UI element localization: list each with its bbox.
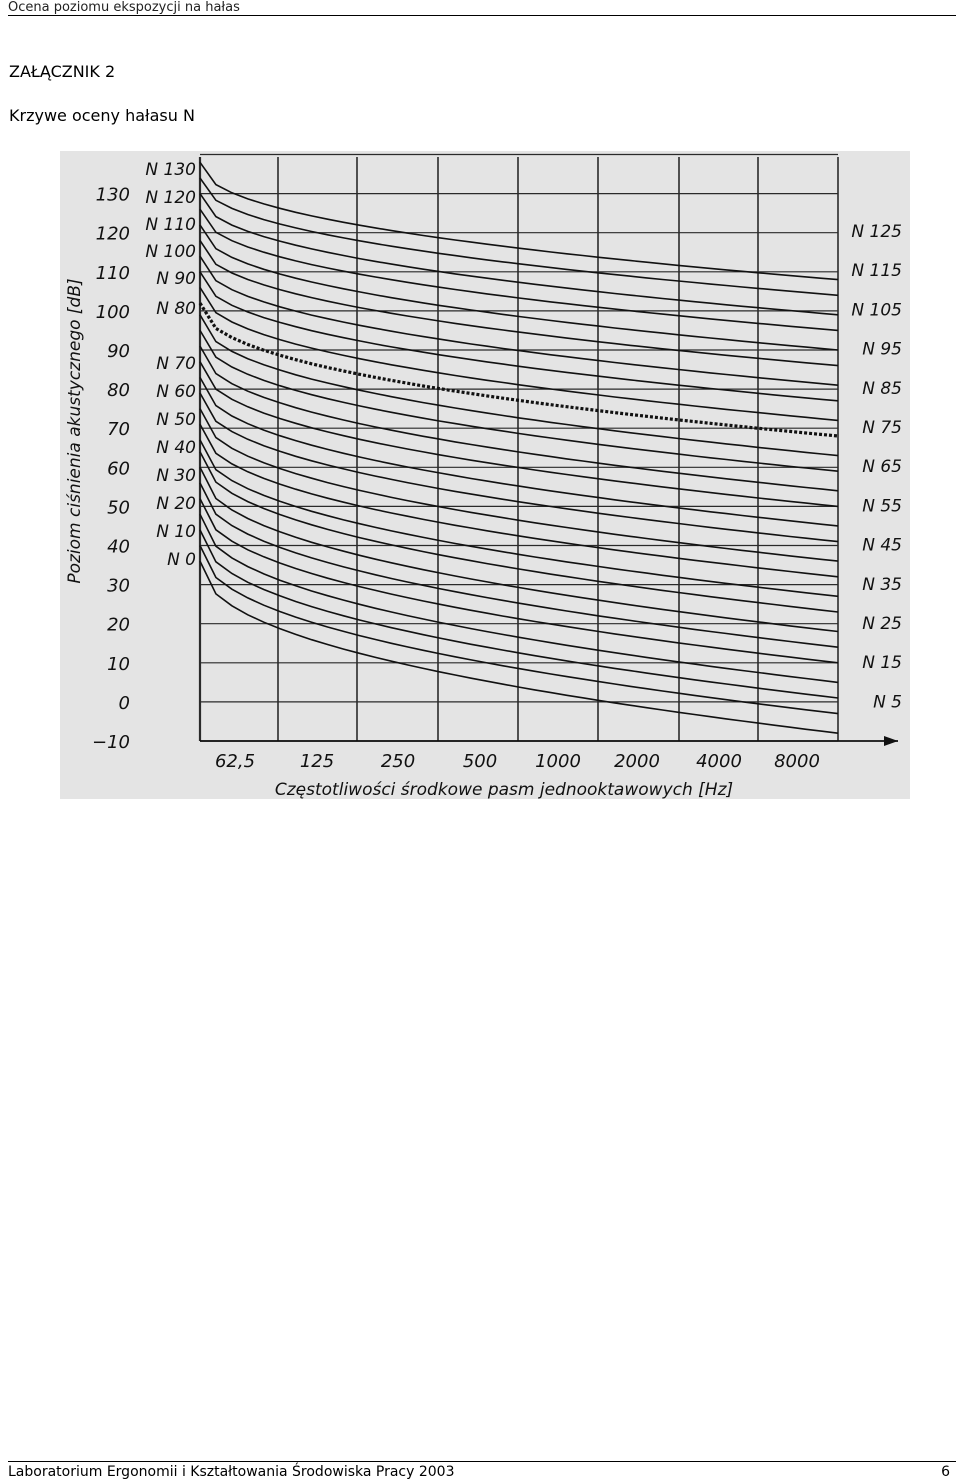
curve-N15 — [200, 514, 838, 682]
annex-title: ZAŁĄCZNIK 2 — [9, 62, 116, 81]
curve-N85 — [200, 303, 838, 436]
chart-labels — [65, 160, 902, 799]
x-axis-arrowhead — [884, 736, 898, 746]
curve-N40 — [200, 440, 838, 596]
curve-N95 — [200, 272, 838, 401]
left-curve-label: N 50 — [156, 410, 196, 430]
curve-N20 — [200, 499, 838, 663]
footer-text: Laboratorium Ergonomii i Kształtowania Środowiska Pracy 2003 — [8, 1464, 455, 1480]
x-tick-label: 4000 — [696, 751, 742, 772]
x-tick-label: 8000 — [774, 751, 820, 772]
chart-axes — [200, 736, 898, 746]
left-curve-label: N 80 — [156, 299, 196, 319]
right-curve-label: N 45 — [862, 535, 902, 556]
left-curve-label: N 100 — [145, 242, 196, 262]
curve-N25 — [200, 483, 838, 647]
left-curve-label: N 10 — [156, 522, 196, 542]
right-curve-label: N 75 — [862, 418, 902, 438]
y-tick-label: 130 — [95, 184, 130, 206]
y-tick-label: 90 — [107, 341, 130, 362]
figure-caption: Krzywe oceny hałasu N — [9, 106, 195, 125]
page-number: 6 — [941, 1464, 950, 1480]
curve-N130 — [200, 162, 838, 279]
y-tick-label: 20 — [107, 614, 130, 636]
x-tick-label: 62,5 — [214, 751, 256, 772]
running-header: Ocena poziomu ekspozycji na hałas — [8, 0, 956, 16]
x-tick-label: 125 — [299, 751, 335, 772]
left-curve-label: N 60 — [156, 382, 196, 402]
y-tick-label: 70 — [107, 419, 130, 441]
y-tick-label: 80 — [107, 380, 130, 402]
y-tick-label: −10 — [92, 732, 130, 753]
page-footer — [8, 1461, 956, 1482]
curve-N5 — [200, 546, 838, 714]
right-curve-label: N 105 — [851, 300, 902, 321]
y-tick-label: 10 — [107, 653, 130, 675]
x-axis-title: Częstotliwości środkowe pasm jednooktawowych [Hz] — [274, 780, 734, 799]
x-tick-label: 250 — [380, 751, 416, 772]
curve-N90 — [200, 287, 838, 420]
curve-N75 — [200, 330, 838, 471]
y-tick-label: 60 — [107, 458, 130, 480]
left-curve-label: N 110 — [145, 215, 196, 235]
curves-layer — [200, 162, 838, 733]
y-tick-label: 110 — [95, 262, 130, 284]
x-tick-label: 500 — [462, 751, 498, 772]
left-curve-label: N 40 — [156, 438, 196, 458]
right-curve-label: N 65 — [862, 457, 902, 478]
curve-N105 — [200, 241, 838, 366]
y-tick-label: 0 — [118, 692, 130, 714]
curve-N50 — [200, 409, 838, 561]
noise-rating-chart — [60, 151, 910, 799]
y-axis-title: Poziom ciśnienia akustycznego [dB] — [65, 278, 85, 584]
right-curve-label: N 25 — [862, 614, 902, 634]
curve-N30 — [200, 467, 838, 631]
right-curve-label: N 15 — [862, 653, 902, 674]
x-tick-label: 1000 — [535, 751, 581, 772]
right-curve-label: N 5 — [873, 692, 902, 713]
y-tick-label: 30 — [107, 575, 130, 597]
right-curve-label: N 125 — [851, 222, 902, 242]
right-curve-label: N 35 — [862, 574, 902, 595]
right-curve-label: N 115 — [851, 261, 902, 282]
left-curve-label: N 30 — [156, 466, 196, 486]
y-tick-label: 120 — [95, 223, 130, 245]
left-curve-label: N 90 — [156, 269, 196, 289]
x-tick-label: 2000 — [614, 751, 660, 772]
right-curve-label: N 85 — [862, 378, 902, 399]
left-curve-label: N 20 — [156, 494, 196, 514]
left-curve-label: N 130 — [145, 160, 196, 180]
left-curve-label: N 120 — [145, 188, 196, 208]
left-curve-label: N 0 — [167, 550, 196, 570]
y-tick-label: 50 — [107, 497, 130, 519]
y-tick-label: 100 — [95, 301, 130, 323]
chart-svg — [60, 151, 910, 799]
y-tick-label: 40 — [107, 536, 130, 558]
right-curve-label: N 95 — [862, 339, 902, 360]
right-curve-label: N 55 — [862, 496, 902, 517]
left-curve-label: N 70 — [156, 354, 196, 374]
